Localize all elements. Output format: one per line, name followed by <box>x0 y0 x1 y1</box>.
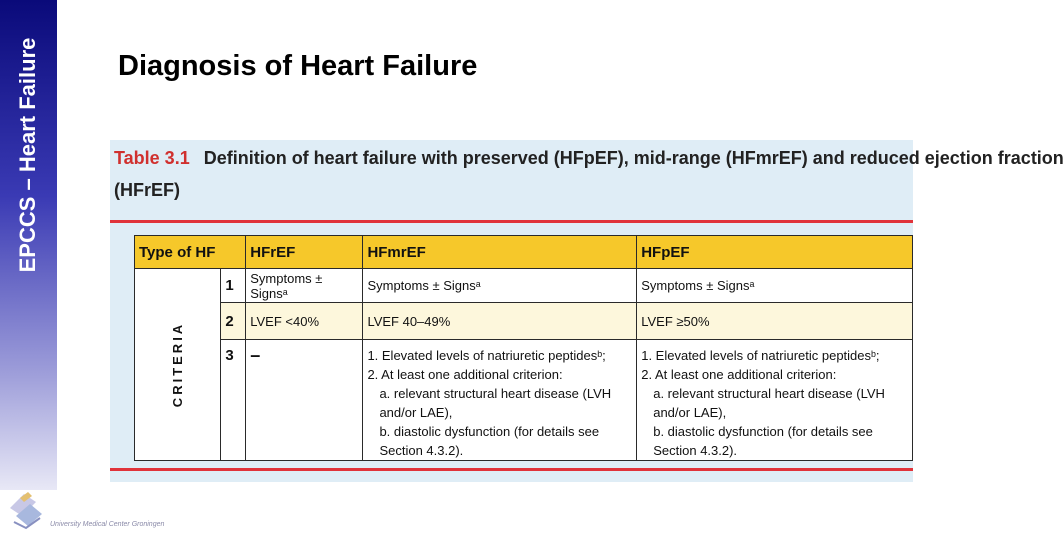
table-caption-continued: (HFrEF) <box>114 180 180 200</box>
criteria-cell <box>135 269 221 461</box>
header-type-of-hf: Type of HF <box>135 236 246 269</box>
header-hfmref: HFmrEF <box>363 236 637 269</box>
hf-definition-table <box>134 235 913 461</box>
cell-hfref <box>246 340 363 461</box>
criteria-label: CRITERIA <box>170 321 186 408</box>
criterion-line: 1. Elevated levels of natriuretic peptidesᵇ; <box>367 348 606 363</box>
criterion-line: b. diastolic dysfunction (for details see Section 4.3.2). <box>653 424 873 458</box>
row-number: 1 <box>221 269 246 303</box>
table-caption <box>114 148 1064 169</box>
top-rule <box>110 220 913 223</box>
criterion-line: 1. Elevated levels of natriuretic peptidesᵇ; <box>641 348 880 363</box>
cell-hfpef: LVEF ≥50% <box>637 303 913 340</box>
row-number: 2 <box>221 303 246 340</box>
sidebar-title: EPCCS – Heart Failure <box>15 37 40 273</box>
cell-hfref: Symptoms ± Signsᵃ <box>246 269 363 303</box>
header-hfref: HFrEF <box>246 236 363 269</box>
table-header-row <box>135 236 913 269</box>
table-row <box>135 303 913 340</box>
criterion-line: 2. At least one additional criterion: <box>641 367 837 382</box>
row-number: 3 <box>221 340 246 461</box>
criterion-line: a. relevant structural heart disease (LVH and/or LAE), <box>379 386 612 420</box>
criterion-line: a. relevant structural heart disease (LVH and/or LAE), <box>653 386 885 420</box>
table-row <box>135 269 913 303</box>
cell-hfmref: LVEF 40–49% <box>363 303 637 340</box>
sidebar-banner <box>0 0 57 490</box>
table-caption-text: Definition of heart failure with preserved (HFpEF), mid-range (HFmrEF) and reduced ejection fraction <box>203 148 1064 168</box>
cell-hfref: LVEF <40% <box>246 303 363 340</box>
criterion-line: 2. At least one additional criterion: <box>367 367 563 382</box>
cell-hfpef <box>637 340 913 461</box>
institution-name: University Medical Center Groningen <box>50 521 165 528</box>
table-figure <box>110 140 1064 482</box>
umcg-logo-icon <box>6 488 46 532</box>
bottom-rule <box>110 468 913 471</box>
cell-hfmref <box>363 340 637 461</box>
cell-hfmref: Symptoms ± Signsᵃ <box>363 269 637 303</box>
slide-title: Diagnosis of Heart Failure <box>118 50 478 82</box>
cell-hfpef: Symptoms ± Signsᵃ <box>637 269 913 303</box>
criterion-line: b. diastolic dysfunction (for details see Section 4.3.2). <box>379 424 600 458</box>
cell-dash: – <box>250 345 261 365</box>
header-hfpef: HFpEF <box>637 236 913 269</box>
table-row <box>135 340 913 461</box>
table-label: Table 3.1 <box>114 148 190 168</box>
